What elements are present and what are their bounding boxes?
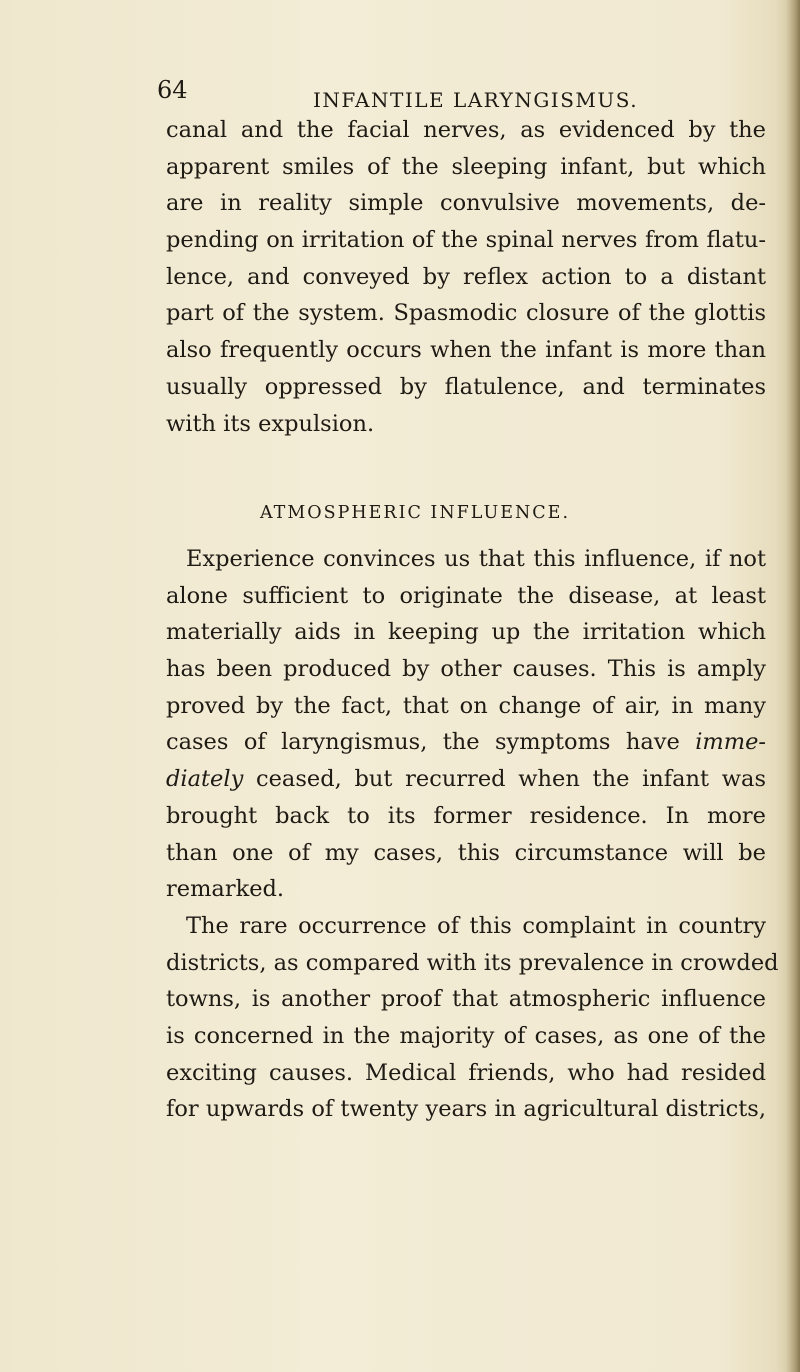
page-number: 64 — [157, 76, 188, 104]
text-line: The rare occurrence of this complaint in country — [186, 912, 766, 939]
text-line: towns, is another proof that atmospheric influence — [166, 986, 766, 1013]
text-line: alone sufficient to originate the disease, at least — [166, 582, 766, 609]
text-line: brought back to its former residence. In more — [166, 802, 766, 829]
text-line: with its expulsion. — [166, 410, 375, 437]
text-line: is concerned in the majority of cases, as one of the — [166, 1022, 766, 1049]
text-line: apparent smiles of the sleeping infant, but which — [166, 153, 766, 180]
italic-word: diately — [166, 766, 244, 793]
paragraph-1 — [166, 112, 766, 442]
text-segment: ceased, but recurred when the infant was — [256, 766, 767, 793]
text-line: than one of my cases, this circumstance will be — [166, 839, 766, 866]
section-heading: ATMOSPHERIC INFLUENCE. — [259, 503, 571, 523]
text-line: usually oppressed by flatulence, and terminates — [166, 373, 766, 400]
text-line: pending on irritation of the spinal nerves from flatu- — [166, 227, 766, 254]
text-line: canal and the facial nerves, as evidenced by the — [166, 117, 766, 143]
text-line: are in reality simple convulsive movements, de- — [166, 190, 766, 217]
text-line: part of the system. Spasmodic closure of the glottis — [166, 300, 766, 327]
text-line: materially aids in keeping up the irritation which — [166, 619, 766, 646]
text-line: proved by the fact, that on change of air, in many — [166, 692, 766, 719]
text-line: Experience convinces us that this influence, if not — [186, 546, 766, 572]
text-segment: cases of laryngismus, the symptoms have — [166, 729, 680, 756]
text-line: for upwards of twenty years in agricultural districts, — [166, 1096, 766, 1123]
page-edge-shadow — [786, 0, 800, 1372]
text-line-with-italic — [166, 761, 766, 798]
text-line: also frequently occurs when the infant is more than — [166, 337, 766, 364]
text-line: districts, as compared with its prevalence in crowded — [166, 949, 779, 976]
text-line: remarked. — [166, 876, 285, 903]
text-line: has been produced by other causes. This is amply — [166, 656, 766, 683]
italic-word: imme- — [695, 729, 766, 756]
text-line-with-italic — [166, 724, 766, 761]
text-line: exciting causes. Medical friends, who had resided — [166, 1059, 766, 1086]
running-title: INFANTILE LARYNGISMUS. — [313, 88, 639, 112]
text-line: lence, and conveyed by reflex action to a distant — [166, 263, 766, 290]
paragraph-2 — [166, 541, 779, 1128]
